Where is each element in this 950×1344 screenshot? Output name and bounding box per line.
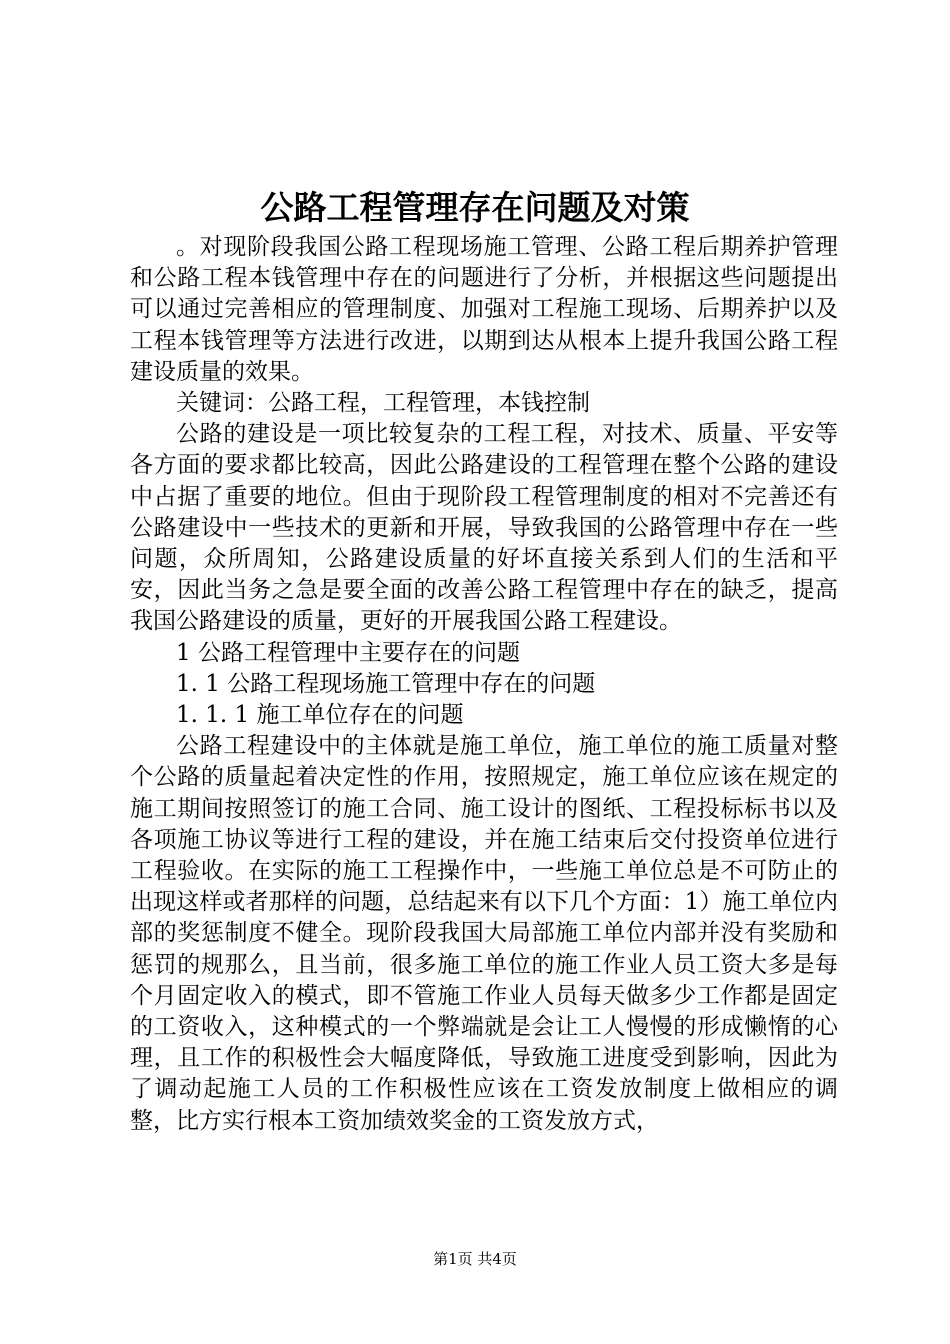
intro-paragraph: 公路的建设是一项比较复杂的工程工程，对技术、质量、平安等各方面的要求都比较高，因此公路建设的工程管理在整个公路的建设中占据了重要的地位。但由于现阶段工程管理制度的相对不完善还有公路建设中一些技术的更新和开展，导致我国的公路管理中存在一些问题，众所周知，公路建设质量的好坏直接关系到人们的生活和平安，因此当务之急是要全面的改善公路工程管理中存在的缺乏，提高我国公路建设的质量，更好的开展我国公路工程建设。 [130,421,838,635]
abstract-paragraph: 。对现阶段我国公路工程现场施工管理、公路工程后期养护管理和公路工程本钱管理中存在的问题进行了分析，并根据这些问题提出可以通过完善相应的管理制度、加强对工程施工现场、后期养护以及工程本钱管理等方法进行改进，以期到达从根本上提升我国公路工程建设质量的效果。 [130,234,838,385]
section-heading-1-1-1: 1. 1. 1 施工单位存在的问题 [176,702,464,729]
document-title: 公路工程管理存在问题及对策 [260,188,690,227]
section-heading-1: 1 公路工程管理中主要存在的问题 [176,639,520,666]
page-footer: 第1页 共4页 [433,1250,517,1268]
body-paragraph: 公路工程建设中的主体就是施工单位，施工单位的施工质量对整个公路的质量起着决定性的作用，按照规定，施工单位应该在规定的施工期间按照签订的施工合同、施工设计的图纸、工程投标标书以及各项施工协议等进行工程的建设，并在施工结束后交付投资单位进行工程验收。在实际的施工工程操作中，一些施工单位总是不可防止的出现这样或者那样的问题，总结起来有以下几个方面：1）施工单位内部的奖惩制度不健全。现阶段我国大局部施工单位内部并没有奖励和惩罚的规那么，且当前，很多施工单位的施工作业人员工资大多是每个月固定收入的模式，即不管施工作业人员每天做多少工作都是固定的工资收入，这种模式的一个弊端就是会让工人慢慢的形成懒惰的心理，且工作的积极性会大幅度降低，导致施工进度受到影响，因此为了调动起施工人员的工作积极性应该在工资发放制度上做相应的调整，比方实行根本工资加绩效奖金的工资发放方式， [130,733,838,1134]
document-body [130,232,838,1137]
section-heading-1-1: 1. 1 公路工程现场施工管理中存在的问题 [176,670,596,697]
keywords-paragraph: 关键词：公路工程，工程管理，本钱控制 [176,390,590,417]
